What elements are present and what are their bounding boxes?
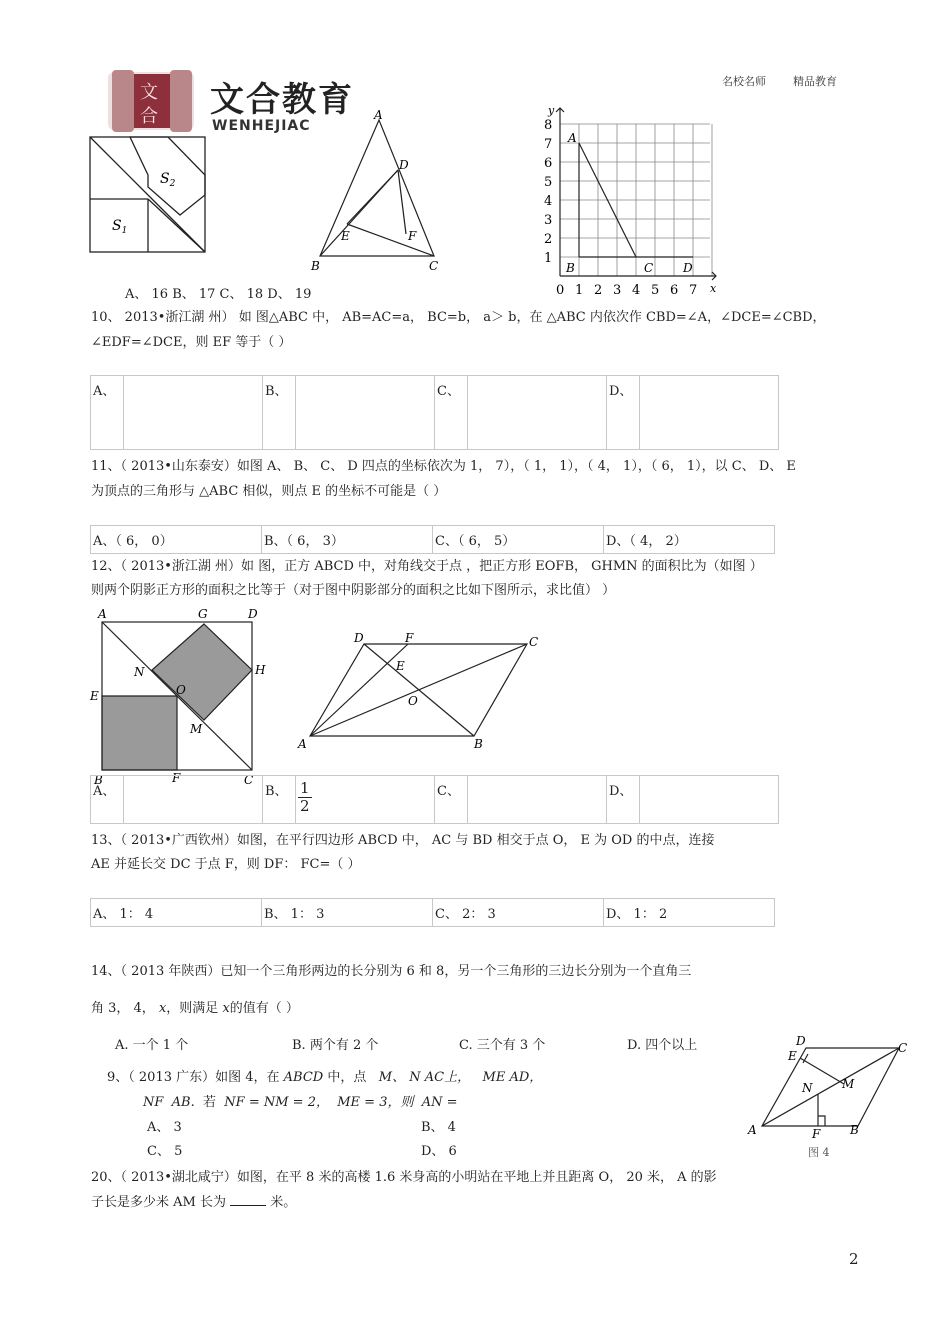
tri-label-e: E xyxy=(341,229,350,243)
grid-x-tick: 4 xyxy=(632,283,641,298)
q13-line1: 13、（ 2013•广西钦州）如图，在平行四边形 ABCD 中， AC 与 BD 相交于点 O， E 为 OD 的中点，连接 xyxy=(91,833,715,848)
q12-para-label-e: E xyxy=(396,659,405,673)
page-number: 2 xyxy=(849,1250,859,1268)
q12-sq-label-o: O xyxy=(176,683,186,697)
svg-text:合: 合 xyxy=(140,106,158,127)
q11-options-table xyxy=(90,525,775,554)
q11-opt-d[interactable]: D、（ 4， 2） xyxy=(604,526,775,554)
q12-opt-a[interactable]: A、 xyxy=(91,776,124,824)
s2-label: $S_2$ xyxy=(160,171,176,189)
q12-sq-label-n: N xyxy=(134,665,145,679)
grid-point-b: B xyxy=(566,261,575,275)
grid-y-tick: 3 xyxy=(544,213,553,228)
q12-sq-label-c: C xyxy=(244,773,254,787)
q9b-opt-d[interactable]: D、 6 xyxy=(421,1144,457,1159)
q9b-opt-c[interactable]: C、 5 xyxy=(147,1144,183,1159)
q9b-label-b: B xyxy=(850,1123,859,1137)
q12-sq-label-d: D xyxy=(248,607,258,621)
q11-opt-c[interactable]: C、（ 6， 5） xyxy=(433,526,604,554)
q12-opt-c[interactable]: C、 xyxy=(435,776,468,824)
grid-point-d: D xyxy=(683,261,693,275)
q14-opt-d[interactable]: D. 四个以上 xyxy=(627,1038,698,1053)
q12-para-label-f: F xyxy=(405,631,414,645)
q14-opt-a[interactable]: A. 一个 1 个 xyxy=(115,1038,189,1053)
q13-opt-a[interactable]: A、 1： 4 xyxy=(91,899,262,927)
q11-opt-a[interactable]: A、（ 6， 0） xyxy=(91,526,262,554)
grid-y-tick: 5 xyxy=(544,175,553,190)
q10-opt-b[interactable]: B、 xyxy=(263,376,296,450)
q9b-label-d: D xyxy=(796,1034,806,1048)
logo-title: 文合教育 xyxy=(210,80,354,120)
s1-label: $S_1$ xyxy=(112,218,128,236)
svg-text:文: 文 xyxy=(140,82,158,103)
grid-x-tick: 6 xyxy=(670,283,679,298)
q12-para-label-d: D xyxy=(354,631,364,645)
q13-line2: AE 并延长交 DC 于点 F，则 DF： FC=（ ） xyxy=(91,857,361,872)
q14-line2: 角 3， 4， x，则满足 x的值有（ ） xyxy=(91,1001,299,1016)
q14-opt-b[interactable]: B. 两个有 2 个 xyxy=(292,1038,379,1053)
grid-x-tick: 1 xyxy=(575,283,584,298)
triangle-figure xyxy=(308,108,448,276)
q11-opt-b[interactable]: B、（ 6， 3） xyxy=(262,526,433,554)
q11-line1: 11、（ 2013•山东泰安）如图 A、 B、 C、 D 四点的坐标依次为 1， 7），（ 1， 1），（ 4， 1），（ 6， 1），以 C、 D、 E xyxy=(91,459,796,474)
q12-sq-label-g: G xyxy=(198,607,208,621)
q10-opt-d[interactable]: D、 xyxy=(607,376,640,450)
q9b-opt-a[interactable]: A、 3 xyxy=(147,1120,182,1135)
q13-opt-c[interactable]: C、 2： 3 xyxy=(433,899,604,927)
q12-opt-b-denominator: 2 xyxy=(300,797,310,815)
q20-answer-blank[interactable] xyxy=(230,1205,266,1206)
logo-emblem-icon xyxy=(104,68,204,134)
q10-line1: 10、 2013•浙江湖 州） 如 图△ABC 中， AB=AC=a， BC=b， a＞ b，在 △ABC 内依次作 CBD=∠A，∠DCE=∠CBD， xyxy=(91,310,826,325)
tri-label-c: C xyxy=(429,259,439,273)
q12-sq-label-f: F xyxy=(172,771,181,785)
q9b-line2: NF AB. 若 NF = NM = 2， ME = 3，则 AN = xyxy=(143,1095,458,1110)
q12-sq-label-a: A xyxy=(98,607,107,621)
grid-x-label: x xyxy=(710,282,717,295)
q12-parallelogram-figure xyxy=(292,626,552,756)
grid-y-tick: 1 xyxy=(544,251,553,266)
q9b-parallelogram-figure xyxy=(744,1030,914,1166)
q9b-label-e: E xyxy=(788,1049,797,1063)
grid-y-label: y xyxy=(548,104,555,117)
q9b-opt-b[interactable]: B、 4 xyxy=(421,1120,456,1135)
q9b-line1: 9、（ 2013 广东）如图 4，在 ABCD 中，点 M、 N AC上， ME AD， xyxy=(107,1070,543,1085)
grid-x-tick: 3 xyxy=(613,283,622,298)
q12-para-label-o: O xyxy=(408,694,418,708)
grid-x-tick: 2 xyxy=(594,283,603,298)
q10-opt-c[interactable]: C、 xyxy=(435,376,468,450)
q20-line1: 20、（ 2013•湖北咸宁）如图，在平 8 米的高楼 1.6 米身高的小明站在平地上并且距离 O， 20 米， A 的影 xyxy=(91,1170,717,1185)
q11-line2: 为顶点的三角形与 △ABC 相似，则点 E 的坐标不可能是（ ） xyxy=(91,484,447,499)
q12-opt-b[interactable]: B、 xyxy=(263,776,296,824)
q12-line2: 则两个阴影正方形的面积之比等于（对于图中阴影部分的面积之比如下图所示，求比值） ） xyxy=(91,583,616,598)
q9b-caption: 图 4 xyxy=(808,1146,830,1159)
header-tag-1: 名校名师 xyxy=(722,75,766,88)
q14-line1: 14、（ 2013 年陕西）已知一个三角形两边的长分别为 6 和 8，另一个三角形的三边长分别为一个直角三 xyxy=(91,964,692,979)
grid-point-a: A xyxy=(568,131,577,145)
q20-line2: 子长是多少米 AM 长为 米。 xyxy=(91,1195,297,1210)
grid-x-tick: 5 xyxy=(651,283,660,298)
q9-options: A、 16 B、 17 C、 18 D、 19 xyxy=(125,287,312,302)
q10-opt-a[interactable]: A、 xyxy=(91,376,124,450)
q9b-label-f: F xyxy=(812,1127,821,1141)
q12-square-figure xyxy=(88,604,273,789)
tri-label-a: A xyxy=(374,108,383,122)
q10-line2: ∠EDF=∠DCE，则 EF 等于（ ） xyxy=(91,335,292,350)
q12-sq-label-e: E xyxy=(90,689,99,703)
grid-y-tick: 2 xyxy=(544,232,553,247)
grid-x-tick: 7 xyxy=(689,283,698,298)
q12-sq-label-h: H xyxy=(255,663,266,677)
q12-para-label-c: C xyxy=(529,635,539,649)
grid-y-tick: 4 xyxy=(544,194,553,209)
tri-label-f: F xyxy=(408,229,417,243)
q12-opt-b-fraction xyxy=(298,780,312,815)
q9b-label-m: M xyxy=(842,1077,855,1091)
q13-opt-d[interactable]: D、 1： 2 xyxy=(604,899,775,927)
grid-y-tick: 7 xyxy=(544,137,553,152)
q12-options-table xyxy=(90,775,779,824)
q12-sq-label-m: M xyxy=(190,722,203,736)
q12-sq-label-b: B xyxy=(94,773,103,787)
q12-opt-d[interactable]: D、 xyxy=(607,776,640,824)
grid-x-tick: 0 xyxy=(556,283,565,298)
header-tag-2: 精品教育 xyxy=(793,75,837,88)
tri-label-b: B xyxy=(311,259,320,273)
square-figure xyxy=(88,135,208,255)
q14-opt-c[interactable]: C. 三个有 3 个 xyxy=(459,1038,546,1053)
q10-options-table xyxy=(90,375,779,450)
tri-label-d: D xyxy=(399,158,409,172)
q9b-label-c: C xyxy=(898,1041,908,1055)
q12-para-label-b: B xyxy=(474,737,483,751)
coordinate-grid-figure xyxy=(534,100,724,300)
grid-y-tick: 8 xyxy=(544,118,553,133)
grid-point-c: C xyxy=(644,261,654,275)
q12-opt-b-numerator: 1 xyxy=(300,779,310,797)
logo-subtitle: WENHEJIAC xyxy=(212,118,311,134)
q13-opt-b[interactable]: B、 1： 3 xyxy=(262,899,433,927)
q13-options-table xyxy=(90,898,775,927)
q12-para-label-a: A xyxy=(298,737,307,751)
q12-line1: 12、（ 2013•浙江湖 州）如 图，正方 ABCD 中，对角线交于点 ，把正方形 EOFB， GHMN 的面积比为（如图 ） xyxy=(91,559,763,574)
q9b-label-a: A xyxy=(748,1123,757,1137)
q9b-label-n: N xyxy=(802,1081,813,1095)
grid-y-tick: 6 xyxy=(544,156,553,171)
